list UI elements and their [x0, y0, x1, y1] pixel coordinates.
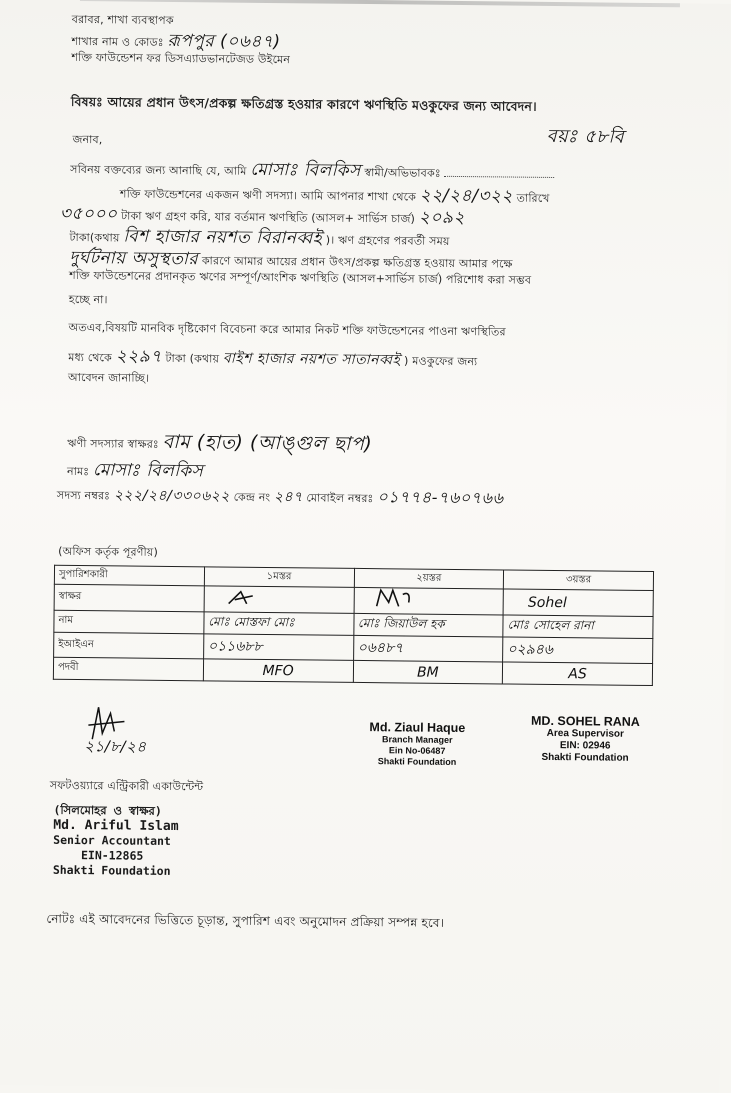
table-cell	[503, 662, 653, 686]
table-cell	[503, 615, 653, 639]
recommender-ein-3: ০২৯৪৬	[507, 641, 554, 658]
member-name-handwritten: মোসাঃ বিলকিস	[92, 460, 204, 482]
amount-in-words-handwritten: বিশ হাজার নয়শত বিরানব্বই	[123, 226, 323, 249]
table-cell	[353, 660, 503, 684]
recommender-title-1: MFO	[262, 662, 294, 679]
waiver-words-handwritten: বাইশ হাজার নয়শত সাতানব্বই	[222, 350, 401, 369]
body-p2-line-3: আবেদন জানাচ্ছি।	[67, 370, 150, 385]
branch-label: শাখার নাম ও কোডঃ	[71, 34, 164, 49]
recommender-ein-2: ০৬৪৮৭	[357, 639, 404, 657]
accountant-ein: EIN-12865	[80, 848, 144, 863]
body-text: শক্তি ফাউন্ডেশনের একজন ঋণী সদস্যা। আমি আপনার শাখা থেকে	[119, 187, 417, 204]
table-cell	[353, 635, 503, 662]
age-handwritten: বয়ঃ ৫৮বি	[546, 125, 625, 148]
stamp-org: Shakti Foundation	[541, 751, 629, 764]
stamp-org: Shakti Foundation	[377, 756, 457, 767]
recommender-title-3: AS	[568, 665, 587, 682]
center-number-label: কেন্দ্র নং	[233, 490, 271, 505]
signature-cell	[204, 586, 354, 614]
body-text: তারিখে	[516, 191, 550, 205]
applicant-name-handwritten: মোসাঃ বিলকিস	[250, 159, 361, 181]
mobile-label: মোবাইল নম্বরঃ	[306, 491, 374, 506]
recipient-line: বরাবর, শাখা ব্যবস্থাপক	[71, 12, 174, 27]
signature-handwritten-3: Sohel	[527, 594, 567, 611]
recommender-name-1: মোঃ মোস্তফা মোঃ	[208, 613, 295, 629]
area-supervisor-stamp	[510, 714, 661, 766]
body-text: টাকা ঋণ গ্রহণ করি, যার বর্তমান ঋণস্থিতি (আসল+ সার্ভিস চার্জ)	[121, 209, 416, 226]
body-text: ) মওকুফের জন্য	[403, 354, 478, 369]
loan-amount-handwritten: ৩৫০০০	[59, 203, 118, 225]
stamp-ein: Ein No-06487	[388, 745, 446, 756]
body-line-7: হচ্ছে না।	[68, 292, 108, 307]
signature-cell	[503, 589, 653, 617]
body-text: মধ্য থেকে	[68, 350, 112, 365]
row-label: ইআইএন	[54, 632, 204, 659]
accountant-name: Md. Ariful Islam	[53, 817, 179, 835]
table-header-cell: ১মস্তর	[204, 567, 354, 588]
member-number-line	[57, 481, 504, 513]
accountant-sub: (সিলমোহর ও স্বাক্ষর)	[53, 802, 162, 818]
body-p2-line-1: অতএব,বিষয়টি মানবিক দৃষ্টিকোণ বিবেচনা করে আমার নিকট শক্তি ফাউন্ডেশনের পাওনা ঋণস্থিতির	[68, 320, 506, 339]
member-name-label: নামঃ	[66, 464, 90, 479]
recommender-ein-1: ০১১৬৮৮	[207, 638, 263, 655]
member-number-label: সদস্য নম্বরঃ	[56, 488, 111, 503]
stamp-name: MD. SOHEL RANA	[530, 713, 640, 729]
recommendation-table	[53, 565, 654, 686]
reason-handwritten: দুর্ঘটনায় অসুস্থতার	[69, 247, 199, 270]
member-sign-label: ঋণী সদস্যার স্বাক্ষরঃ	[67, 436, 159, 451]
table-cell	[204, 612, 354, 636]
waiver-amount-handwritten: ২২৯৭	[115, 346, 162, 367]
signature-scribble-2	[358, 588, 428, 611]
signoff-date: ২১/৮/২৪	[84, 737, 147, 756]
table-header-cell: ৩য়স্তর	[504, 570, 654, 591]
row-label: স্বাক্ষর	[54, 584, 204, 612]
member-sign-handwritten: বাম (হাত) (আঙ্গুল ছাপ)	[162, 430, 373, 456]
signature-scribble-1	[208, 587, 268, 608]
table-header-cell: সুপারিশকারী	[54, 565, 204, 586]
table-cell	[353, 613, 503, 637]
accountant-org: Shakti Foundation	[52, 862, 171, 879]
recommender-title-2: BM	[416, 664, 439, 681]
stamp-ein: EIN: 02946	[559, 740, 611, 752]
accountant-block	[53, 803, 179, 879]
mobile-number-handwritten: ০১৭৭৪-৭৬০৭৬৬	[377, 487, 504, 508]
row-label: নাম	[54, 610, 204, 634]
branch-name-handwritten: রূপপুর (০৬৪৭)	[167, 30, 281, 53]
subject-line: বিষয়ঃ আয়ের প্রধান উৎস/প্রকল্প ক্ষতিগ্রস্ত হওয়ার কারণে ঋণস্থিতি মওকুফের জন্য আবেদন।	[70, 93, 537, 114]
table-header-cell: ২য়স্তর	[354, 568, 504, 589]
row-label: পদবী	[53, 657, 203, 681]
top-edge-shadow	[80, 0, 680, 7]
table-cell	[503, 637, 653, 664]
organization-line: শক্তি ফাউন্ডেশন ফর ডিসএ্যাডভানটেজড উইমেন	[71, 50, 291, 67]
office-use-note: (অফিস কর্তৃক পূরণীয়)	[58, 544, 159, 559]
stamp-role: Branch Manager	[381, 734, 453, 745]
table-cell	[203, 634, 353, 661]
branch-manager-stamp	[352, 720, 482, 768]
guardian-blank	[444, 176, 554, 178]
body-text: টাকা (কথায়	[165, 351, 220, 366]
body-text: সবিনয় বক্তব্যের জন্য আনাছি যে, আমি	[70, 162, 247, 178]
body-text: )। ঋণ গ্রহণের পরবর্তী সময়	[325, 233, 450, 248]
center-number-handwritten: ২৪৭	[273, 489, 303, 506]
recommender-name-3: মোঃ সোহেল রানা	[507, 617, 594, 632]
loan-date-handwritten: ২২/২৪/৩২২	[419, 185, 514, 207]
body-text: কারণে আমার আয়ের প্রধান উৎস/প্রকল্প ক্ষতিগ্রস্ত হওয়ায় আমার পক্ষে	[201, 254, 513, 271]
guardian-label: স্বামী/অভিভাবকঃ	[364, 165, 441, 180]
body-line-6: শক্তি ফাউন্ডেশনের প্রদানকৃত ঋণের সম্পূর্ণ/আংশিক ঋণস্থিতি (আসল+সার্ভিস চার্জ) পরিশোধ করা সম্ভব	[69, 268, 532, 287]
body-text: টাকা(কথায়	[69, 230, 120, 245]
signature-cell	[354, 587, 504, 615]
table-cell	[203, 659, 353, 683]
member-number-handwritten: ২২২/২৪/৩৩০৬২২	[113, 487, 231, 505]
accountant-label: সফটওয়্যারে এন্ট্রিকারী একাউন্টেন্ট	[49, 778, 204, 794]
stamp-role: Area Supervisor	[546, 727, 625, 740]
recommender-name-2: মোঃ জিয়াউল হক	[357, 615, 445, 631]
salutation: জনাব,	[72, 132, 103, 147]
footnote: নোটঃ এই আবেদনের ভিত্তিতে চূড়ান্ত, সুপারিশ এবং অনুমোদন প্রক্রিয়া সম্পন্ন হবে।	[46, 911, 445, 930]
stamp-name: Md. Ziaul Haque	[369, 720, 466, 736]
outstanding-amount-handwritten: ২০৯২	[418, 207, 466, 229]
accountant-role: Senior Accountant	[53, 832, 171, 849]
